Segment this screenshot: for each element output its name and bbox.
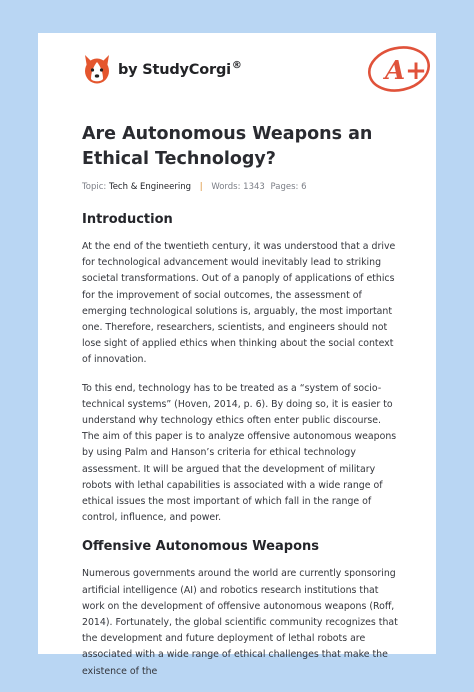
pages-label: Pages: <box>270 182 299 192</box>
corgi-logo-icon <box>82 53 112 85</box>
registered-mark: ® <box>231 60 242 71</box>
brand-name[interactable]: by StudyCorgi® <box>118 60 242 78</box>
paragraph: Numerous governments around the world are currently sponsoring artificial intelligence (AI) and robotics research institutions that work on the development of offensive autonomous weapons (Roff, 2014). Fortunately, the global scientific community recognizes that the development and future deployment of lethal robots are associated with a wide range of ethical challenges that make the existence of the <box>82 568 398 677</box>
grade-badge-text: A+ <box>385 56 427 86</box>
document-meta <box>82 182 402 192</box>
a-plus-grade-icon <box>365 42 437 94</box>
paragraph: To this end, technology has to be treated as a “system of socio-technical systems” (Hoven, 2014, p. 6). By doing so, it is easier to understand why technology ethics often enter public discourse. The aim of this paper is to analyze offensive autonomous weapons by using Palm and Hanson’s criteria for ethical technology assessment. It will be argued that the development of military robots with lethal capabilities is associated with a wide range of ethical issues the most important of which fall in the range of control, influence, and power. <box>82 382 397 524</box>
document-page <box>38 33 436 677</box>
document-body <box>82 211 398 692</box>
pages-value: 6 <box>301 182 307 192</box>
topic-value[interactable]: Tech & Engineering <box>108 182 192 192</box>
paragraph: At the end of the twentieth century, it was understood that a drive for technological advancement would inevitably lead to striking societal transformations. Out of a panoply of applications of ethics for the improvement of social outcomes, the assessment of emerging technological solutions is, arguably, the most important one. Therefore, researchers, scientists, and engineers should not lose sight of applied ethics when thinking about the social context of innovation. <box>82 241 396 366</box>
words-label: Words: <box>211 182 241 192</box>
words-value: 1343 <box>243 182 265 192</box>
page-title: Are Autonomous Weapons an Ethical Technology? <box>82 124 373 169</box>
brand-header <box>82 53 402 97</box>
section-heading-introduction: Introduction <box>82 212 173 227</box>
topic-label: Topic: <box>82 182 107 192</box>
section-heading-offensive-autonomous-weapons: Offensive Autonomous Weapons <box>82 539 320 555</box>
meta-separator: | <box>199 182 203 192</box>
